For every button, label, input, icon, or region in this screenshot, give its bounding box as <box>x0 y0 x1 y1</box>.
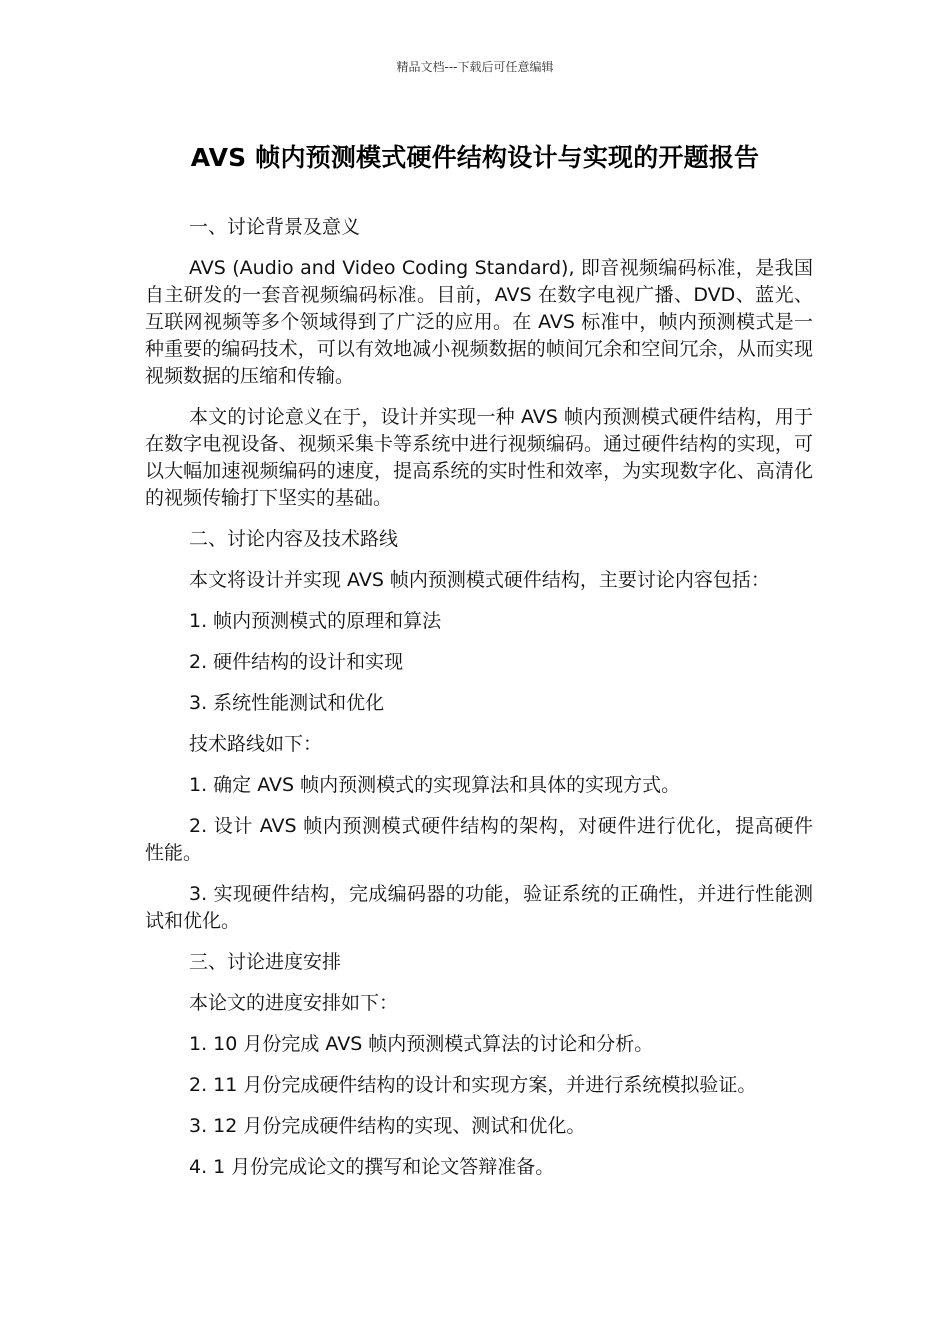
list-item: 2. 硬件结构的设计和实现 <box>189 651 404 673</box>
section-heading: 一、讨论背景及意义 <box>189 216 361 238</box>
list-item: 1. 帧内预测模式的原理和算法 <box>189 610 442 632</box>
list-item: 1. 10 月份完成 AVS 帧内预测模式算法的讨论和分析。 <box>189 1033 654 1055</box>
list-item: 2. 11 月份完成硬件结构的设计和实现方案，并进行系统模拟验证。 <box>189 1074 757 1096</box>
list-item: 1. 确定 AVS 帧内预测模式的实现算法和具体的实现方式。 <box>189 774 681 796</box>
list-item: 3. 实现硬件结构，完成编码器的功能，验证系统的正确性，并进行性能测试和优化。 <box>145 883 813 932</box>
paragraph: 技术路线如下： <box>189 733 323 755</box>
page-header: 精品文档---下载后可任意编辑 <box>396 60 554 74</box>
section-heading: 三、讨论进度安排 <box>189 951 342 973</box>
paragraph: 本文的讨论意义在于，设计并实现一种 AVS 帧内预测模式硬件结构，用于在数字电视设备、视频采集卡等系统中进行视频编码。通过硬件结构的实现，可以大幅加速视频编码的速度，提高系统的实时性和效率，为实现数字化、高清化的视频传输打下坚实的基础。 <box>145 406 813 509</box>
list-item: 3. 12 月份完成硬件结构的实现、测试和优化。 <box>189 1115 586 1137</box>
document-body <box>145 214 813 1195</box>
list-item: 2. 设计 AVS 帧内预测模式硬件结构的架构，对硬件进行优化，提高硬件性能。 <box>145 815 813 864</box>
document-title: AVS 帧内预测模式硬件结构设计与实现的开题报告 <box>190 143 760 172</box>
section-heading: 二、讨论内容及技术路线 <box>189 528 399 550</box>
paragraph: 本论文的进度安排如下： <box>189 992 399 1014</box>
list-item: 3. 系统性能测试和优化 <box>189 692 385 714</box>
list-item: 4. 1 月份完成论文的撰写和论文答辩准备。 <box>189 1156 555 1178</box>
paragraph: AVS (Audio and Video Coding Standard), 即音视频编码标准，是我国自主研发的一套音视频编码标准。目前，AVS 在数字电视广播、DVD、蓝光、互联网视频等多个领域得到了广泛的应用。在 AVS 标准中，帧内预测模式是一种重要的编码技术，可以有效地减小视频数据的帧间冗余和空间冗余，从而实现视频数据的压缩和传输。 <box>145 257 813 387</box>
paragraph: 本文将设计并实现 AVS 帧内预测模式硬件结构，主要讨论内容包括： <box>189 569 770 591</box>
